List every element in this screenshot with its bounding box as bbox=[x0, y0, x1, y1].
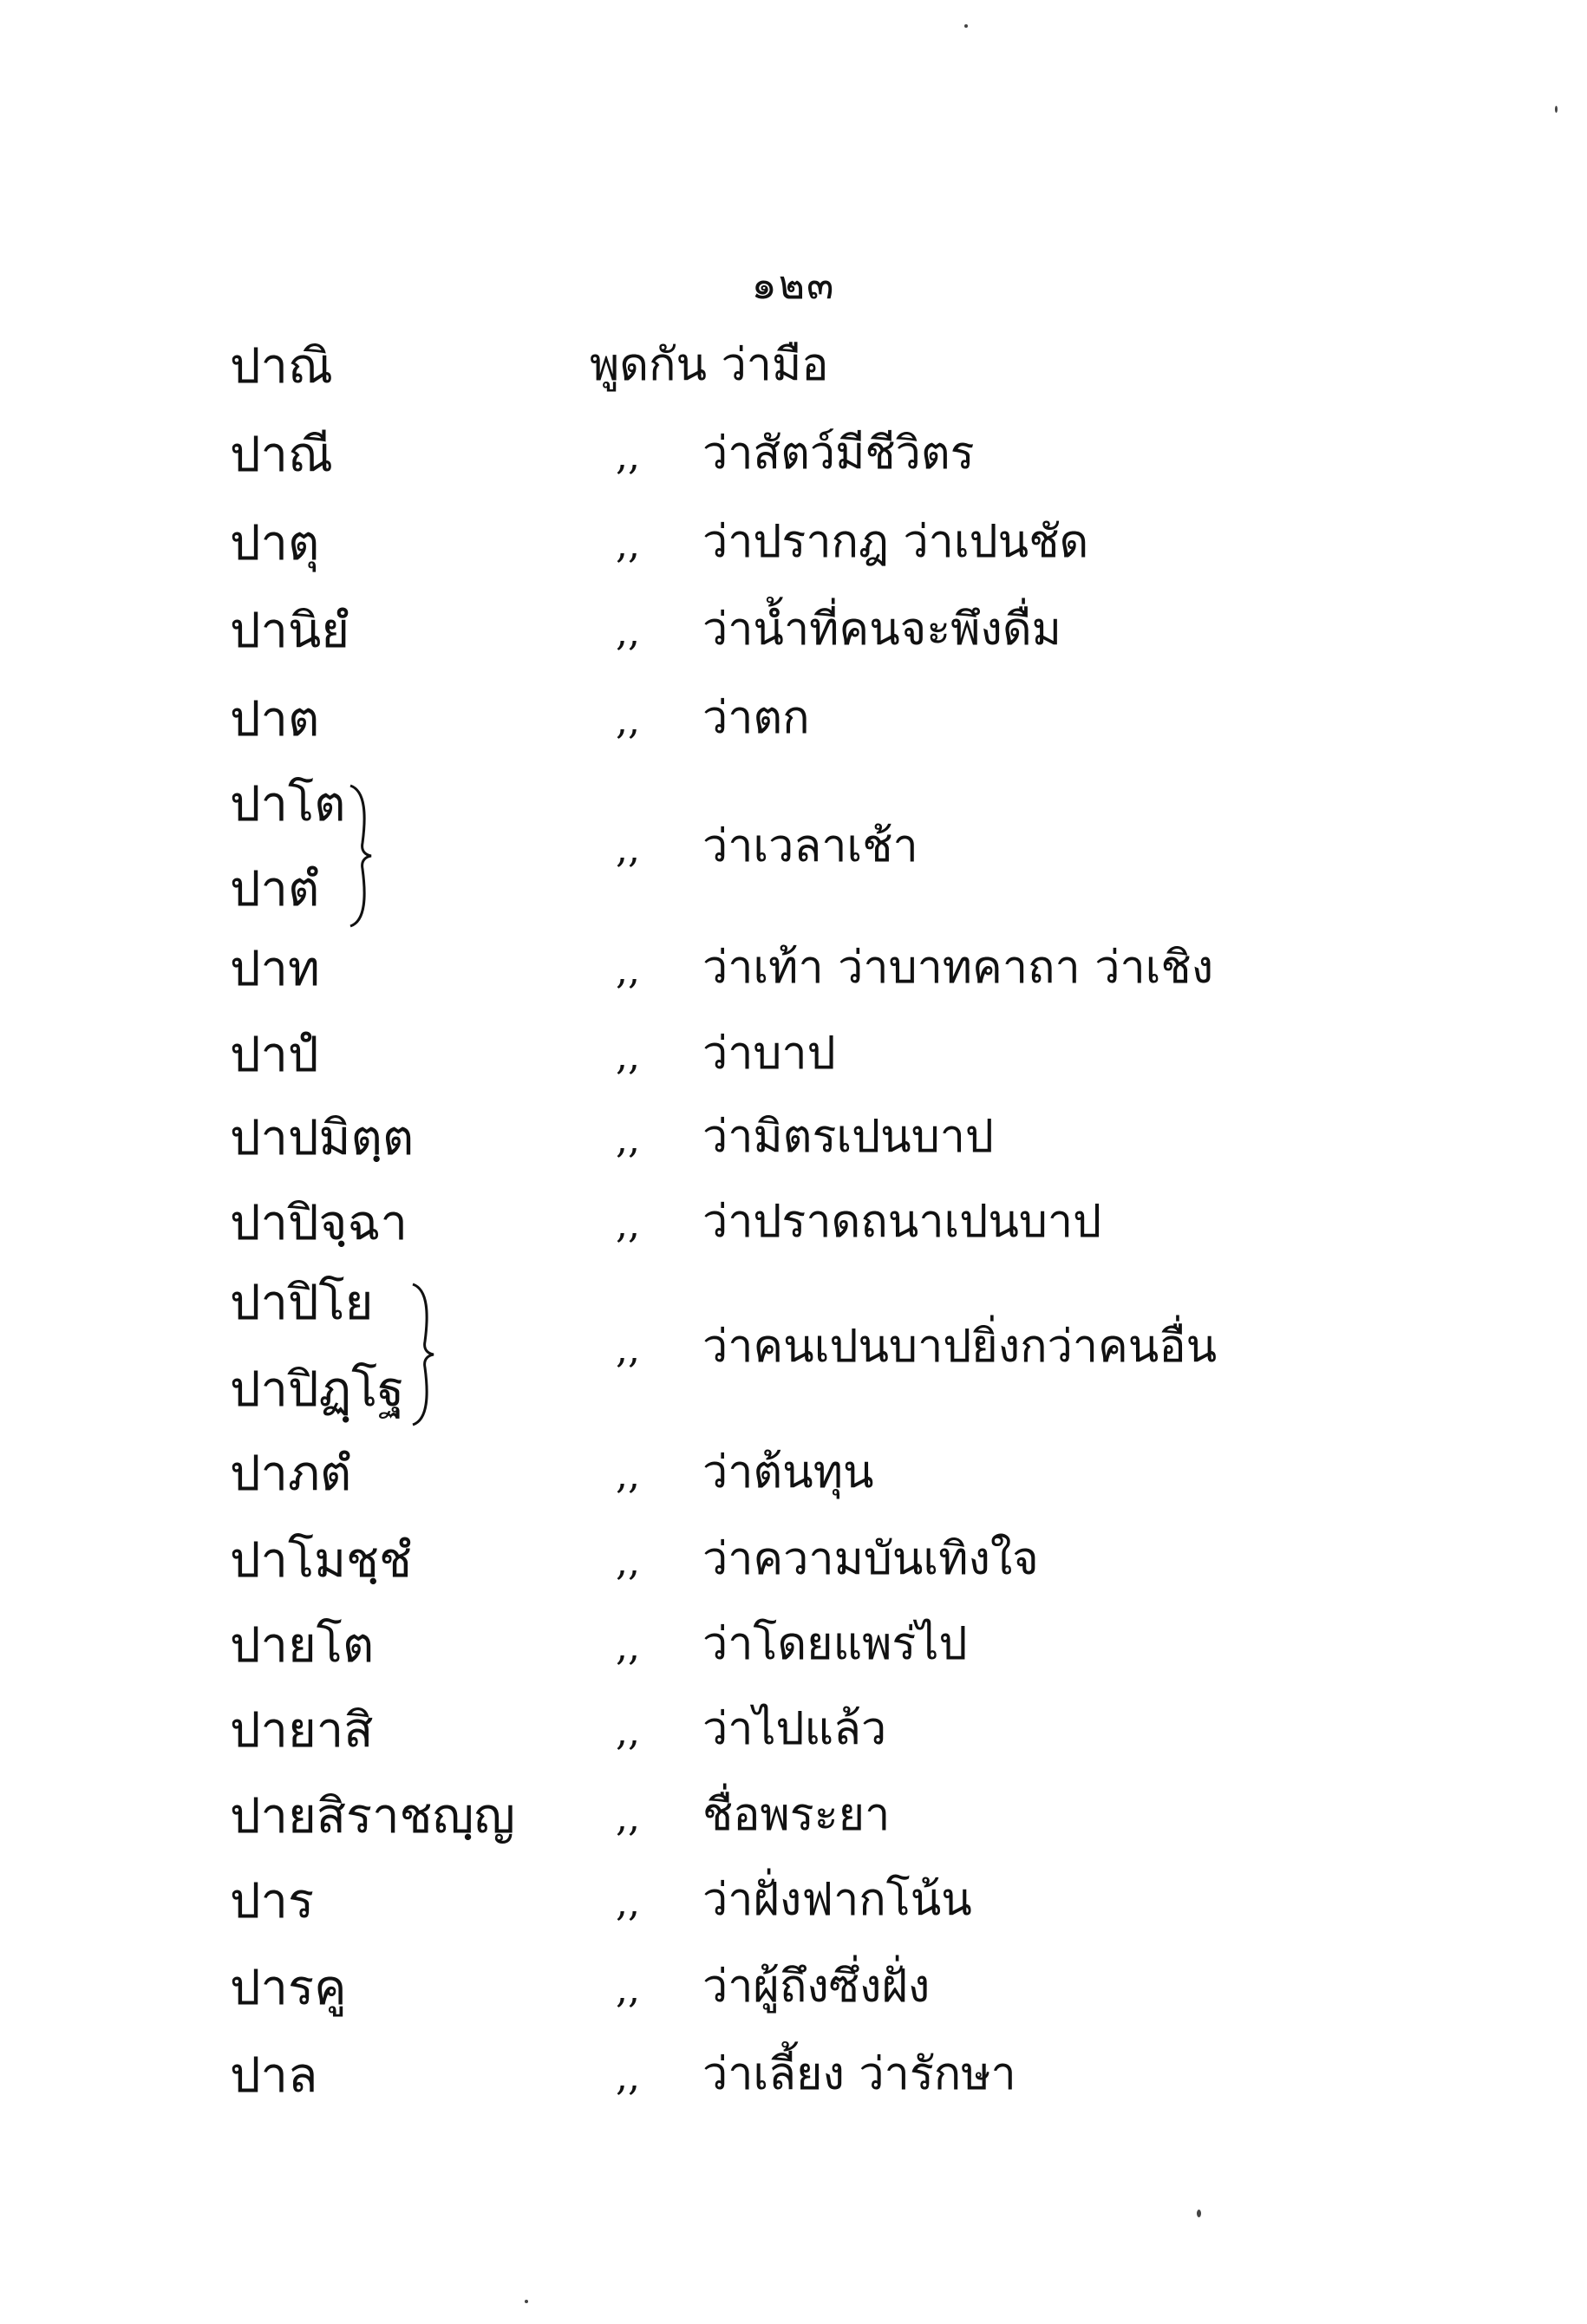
dictionary-entry bbox=[0, 1788, 1587, 1879]
entry-definition: ว่าบาป bbox=[702, 1028, 836, 1080]
ditto-mark: ,, bbox=[616, 1328, 640, 1372]
entry-definition: ว่าคนเปนบาปยิ่งกว่าคนอื่น bbox=[702, 1321, 1218, 1373]
ditto-mark: ,, bbox=[616, 610, 640, 655]
dictionary-entry bbox=[0, 1110, 1587, 1201]
dictionary-entry-group bbox=[0, 1275, 1587, 1431]
ditto-mark: ,, bbox=[616, 434, 640, 479]
entry-term: ปาณิ bbox=[230, 338, 333, 395]
entry-term: ปาโต bbox=[230, 776, 346, 832]
dictionary-entry bbox=[0, 338, 1587, 429]
entry-term: ปาปิโย bbox=[230, 1275, 374, 1331]
dictionary-entry bbox=[0, 691, 1587, 782]
entry-term: ปายาสิ bbox=[230, 1702, 374, 1759]
dictionary-entry bbox=[0, 603, 1587, 694]
entry-definition: ว่ามิตรเปนบาป bbox=[702, 1111, 994, 1163]
entry-definition: ว่าปราดถนาเปนบาป bbox=[702, 1196, 1102, 1248]
right-brace-icon bbox=[345, 782, 380, 930]
ditto-mark: ,, bbox=[616, 1540, 640, 1584]
entry-definition: ว่าปรากฎ ว่าเปนชัด bbox=[702, 516, 1089, 568]
dictionary-entry bbox=[0, 1960, 1587, 2051]
entry-definition: พูดกัน ว่ามือ bbox=[590, 339, 829, 391]
ditto-mark: ,, bbox=[616, 1881, 640, 1925]
ditto-mark: ,, bbox=[616, 1710, 640, 1754]
entry-definition: ว่าผู้ถึงซึ่งฝั่ง bbox=[702, 1961, 931, 2013]
ditto-mark: ,, bbox=[616, 949, 640, 993]
entry-term: ปาภตํ bbox=[230, 1446, 352, 1502]
dictionary-entry-group bbox=[0, 776, 1587, 928]
ditto-mark: ,, bbox=[616, 1625, 640, 1669]
entry-term: ปาต bbox=[230, 691, 320, 747]
ditto-mark: ,, bbox=[616, 1968, 640, 2012]
ditto-mark: ,, bbox=[616, 2055, 640, 2099]
entry-term: ปารคู bbox=[230, 1960, 347, 2016]
entry-term: ปาปิฏฺโฐ bbox=[230, 1361, 405, 1418]
entry-term: ปาโมชฺชํ bbox=[230, 1532, 412, 1589]
ditto-mark: ,, bbox=[616, 523, 640, 567]
ditto-mark: ,, bbox=[616, 1118, 640, 1162]
entry-term: ปาร bbox=[230, 1873, 315, 1929]
entry-term: ปายโต bbox=[230, 1617, 375, 1674]
entry-definition: ว่าน้ำที่คนจะพึงดื่ม bbox=[702, 604, 1061, 656]
dictionary-entry bbox=[0, 941, 1587, 1032]
entry-term: ปาปิจฺฉา bbox=[230, 1195, 408, 1251]
entry-definition: ว่าต้นทุน bbox=[702, 1446, 874, 1498]
dictionary-entry bbox=[0, 1195, 1587, 1286]
entry-term: ปาปํ bbox=[230, 1027, 319, 1083]
scan-speck bbox=[964, 24, 968, 28]
page-number: ๑๒๓ bbox=[751, 261, 836, 308]
entry-definition: ว่าสัตว์มีชีวิตร bbox=[702, 428, 975, 480]
dictionary-entry bbox=[0, 1873, 1587, 1964]
right-brace-icon bbox=[408, 1281, 442, 1428]
scan-speck bbox=[525, 2300, 528, 2303]
dictionary-entry bbox=[0, 1446, 1587, 1537]
ditto-mark: ,, bbox=[616, 699, 640, 743]
entry-term: ปาณี bbox=[230, 427, 333, 483]
dictionary-entry bbox=[0, 1617, 1587, 1708]
entry-definition: ว่าตก bbox=[702, 692, 810, 744]
entry-definition: ว่าเลี้ยง ว่ารักษา bbox=[702, 2048, 1016, 2100]
entry-definition: ว่าโดยแพร่ไป bbox=[702, 1618, 968, 1670]
dictionary-entry bbox=[0, 1532, 1587, 1623]
entry-definition: ว่าเท้า ว่าบาทคาถา ว่าเชิง bbox=[702, 942, 1214, 994]
entry-definition: ว่าเวลาเช้า bbox=[702, 820, 918, 872]
entry-term: ปาตํ bbox=[230, 861, 320, 917]
entry-definition: ว่าความบันเทิงใจ bbox=[702, 1533, 1039, 1585]
entry-definition: ว่าฝั่งฟากโน้น bbox=[702, 1874, 972, 1926]
entry-term: ปาตุ bbox=[230, 515, 320, 571]
ditto-mark: ,, bbox=[616, 1453, 640, 1498]
entry-definition: ชื่อพระยา bbox=[702, 1789, 891, 1841]
dictionary-entry bbox=[0, 2047, 1587, 2138]
entry-term: ปาล bbox=[230, 2047, 318, 2104]
ditto-mark: ,, bbox=[616, 1203, 640, 1247]
entry-term: ปายสิราชญฺญ bbox=[230, 1788, 515, 1844]
ditto-mark: ,, bbox=[616, 827, 640, 872]
dictionary-entry bbox=[0, 515, 1587, 606]
scan-speck bbox=[1555, 106, 1558, 113]
ditto-mark: ,, bbox=[616, 1035, 640, 1079]
dictionary-entry bbox=[0, 1027, 1587, 1118]
entry-definition: ว่าไปแล้ว bbox=[702, 1703, 887, 1755]
scan-speck bbox=[1197, 2210, 1201, 2217]
dictionary-entry bbox=[0, 1702, 1587, 1793]
entry-term: ปานิยํ bbox=[230, 603, 350, 659]
dictionary-entry bbox=[0, 427, 1587, 518]
ditto-mark: ,, bbox=[616, 1796, 640, 1840]
entry-term: ปาท bbox=[230, 941, 320, 997]
entry-term: ปาปมิตฺต bbox=[230, 1110, 415, 1166]
